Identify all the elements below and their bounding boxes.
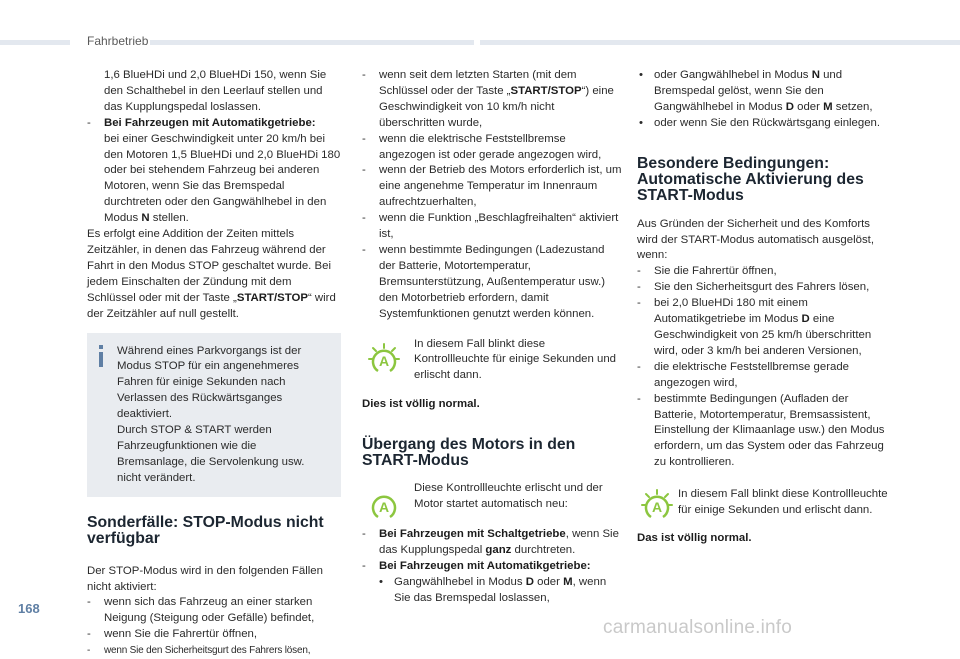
- column-2: [362, 68, 622, 607]
- dash-marker: -: [87, 116, 91, 129]
- list-item-text: bei 2,0 BlueHDi 180 mit einem Automatikgetriebe im Modus: [654, 297, 808, 326]
- dash-marker: -: [362, 212, 366, 225]
- list-item-text: wenn bestimmte Bedingungen (Ladezustand der Batterie, Motortemperatur, Bremsunterstützung, Außentemperatur usw.) den Motorbetrieb erfordern, damit Systemfunktionen genutzt werden können.: [379, 243, 606, 320]
- bullet-text: und Bremspedal gelöst, wenn Sie den Gangwählhebel in Modus: [654, 69, 843, 113]
- info-icon: [96, 345, 106, 367]
- automatic-text-end: stellen.: [149, 212, 189, 225]
- automatic-heading: Bei Fahrzeugen mit Automatikgetriebe:: [104, 116, 316, 129]
- dash-marker: -: [362, 69, 366, 81]
- dash-marker: -: [637, 281, 641, 294]
- normal-note-text: Dies ist völlig normal.: [362, 397, 480, 410]
- info-text-1: Während eines Parkvorgangs ist der Modus STOP für ein angenehmeres Fahren für einige Sekunden nach Verlassen des Rückwärtsganges deaktiviert.: [117, 344, 302, 421]
- list-item-text-end: eine Geschwindigkeit von 25 km/h überschritten wird, oder 3 km/h bei anderen Versionen,: [654, 313, 872, 357]
- normal-note-2: [637, 531, 892, 547]
- lamp-text-2: Diese Kontrollleuchte erlischt und der Motor startet automatisch neu:: [414, 482, 603, 511]
- besondere-intro: Aus Gründen der Sicherheit und des Komforts wird der START-Modus automatisch ausgelöst, wenn:: [637, 217, 874, 262]
- heading-besondere: Besondere Bedingungen: Automatische Aktivierung des START-Modus: [637, 154, 864, 204]
- list-item-text: wenn die Funktion „Beschlagfreihalten“ aktiviert ist,: [379, 212, 619, 241]
- list-item-text: wenn seit dem letzten Starten (mit dem Schlüssel oder der Taste „: [379, 69, 577, 97]
- start-stop-label: START/STOP: [236, 291, 308, 304]
- mode-m: M: [823, 100, 833, 113]
- svg-text:A: A: [378, 499, 390, 516]
- list-item-text: wenn sich das Fahrzeug an einer starken Neigung (Steigung oder Gefälle) befindet,: [104, 596, 315, 625]
- automatic-text: bei einer Geschwindigkeit unter 20 km/h bei den Motoren 1,5 BlueHDi und 2,0 BlueHDi 180 oder bei stehendem Fahrzeug bei anderen Motoren, wenn Sie das Bremspedal durchtreten oder den Gangwählhebel in den Modus: [104, 132, 341, 225]
- bullet-text: Gangwählhebel in Modus: [394, 576, 526, 589]
- paragraph-timer: [87, 227, 342, 322]
- paragraph-manual-gearbox-cont: 1,6 BlueHDi und 2,0 BlueHDi 150, wenn Sie den Schalthebel in den Leerlauf stellen und das Kupplungspedal loslassen.: [104, 69, 327, 113]
- dash-marker: -: [362, 528, 366, 541]
- watermark: carmanualsonline.info: [603, 617, 793, 638]
- manual-emphasis: ganz: [485, 544, 512, 557]
- lamp-note-2: [362, 481, 622, 521]
- svg-text:A: A: [651, 499, 663, 516]
- dash-marker: -: [362, 560, 366, 573]
- bullet-marker: •: [639, 116, 643, 129]
- dash-marker: -: [637, 392, 641, 405]
- mode-m: M: [563, 576, 573, 589]
- automatic-heading: Bei Fahrzeugen mit Automatikgetriebe:: [379, 560, 591, 573]
- list-item-text: wenn Sie die Fahrertür öffnen,: [104, 628, 258, 641]
- list-item-text: Sie die Fahrertür öffnen,: [654, 265, 777, 278]
- manual-text: , wenn Sie das Kupplungspedal: [379, 528, 619, 557]
- list-item: [87, 595, 342, 627]
- heading-sonderfaelle: Sonderfälle: STOP-Modus nicht verfügbar: [87, 513, 324, 547]
- timer-text: Es erfolgt eine Addition der Zeiten mittels Zeitzähler, in denen das Fahrzeug während der Fahrt in den Modus STOP geschaltet wurde. Bei jedem Einschalten der Zündung mit dem Schlüssel oder mit der Taste „: [87, 228, 331, 304]
- header-bar-far: [480, 40, 960, 45]
- svg-text:A: A: [378, 352, 390, 369]
- bullet-text-end: setzen,: [832, 100, 873, 113]
- header-bar-right: [150, 40, 474, 45]
- list-item: [637, 280, 892, 296]
- list-item-automatic: [362, 559, 622, 575]
- list-item-text-end: “) eine Geschwindigkeit von 10 km/h nicht überschritten wurde,: [379, 84, 614, 129]
- lamp-note-1: [362, 337, 622, 391]
- list-item: [637, 296, 892, 360]
- bullet-item: [637, 116, 892, 132]
- column-3: [637, 68, 892, 547]
- bullet-text: oder: [793, 100, 824, 113]
- lamp-text-1: In diesem Fall blinkt diese Kontrollleuchte für einige Sekunden und erlischt dann.: [414, 337, 617, 382]
- start-stop-warning-lamp-icon: [368, 343, 400, 375]
- lamp-text-3: In diesem Fall blinkt diese Kontrollleuchte für einige Sekunden und erlischt dann.: [678, 488, 888, 517]
- mode-d: D: [801, 313, 810, 326]
- list-item-text: wenn der Betrieb des Motors erforderlich ist, um eine angenehme Temperatur im Innenraum aufrechtzuerhalten,: [379, 164, 622, 209]
- info-text-2: Durch STOP & START werden Fahrzeugfunktionen wie die Bremsanlage, die Servolenkung usw. nicht verändert.: [117, 424, 305, 484]
- mode-n: N: [811, 69, 820, 81]
- page-header-title: Fahrbetrieb: [87, 34, 149, 48]
- list-item: [362, 211, 622, 243]
- dash-marker: -: [362, 132, 366, 145]
- list-item: [87, 627, 342, 643]
- dash-marker: -: [362, 164, 366, 177]
- list-item: [637, 360, 892, 392]
- dash-marker: -: [87, 645, 91, 657]
- manual-heading: Bei Fahrzeugen mit Schaltgetriebe: [379, 528, 566, 541]
- column-1: [87, 68, 342, 659]
- start-stop-label: START/STOP: [510, 84, 582, 97]
- manual-text-end: durchtreten.: [511, 544, 576, 557]
- list-item-manual: [362, 527, 622, 559]
- dash-marker: -: [637, 297, 641, 310]
- dash-marker: -: [637, 265, 641, 278]
- list-item: [637, 392, 892, 472]
- list-item: [637, 264, 892, 280]
- dash-marker: -: [362, 243, 366, 256]
- list-item-text: wenn Sie den Sicherheitsgurt des Fahrers lösen,: [104, 645, 311, 657]
- bullet-text-end: , wenn Sie das Bremspedal loslassen,: [394, 576, 607, 605]
- bullet-marker: •: [639, 69, 643, 81]
- header-bar-left: [0, 40, 70, 45]
- start-stop-lamp-icon: [368, 489, 400, 521]
- dash-marker: -: [87, 596, 91, 609]
- mode-n: N: [141, 212, 150, 225]
- list-item: [362, 243, 622, 323]
- dash-marker: -: [87, 628, 91, 641]
- info-box: [87, 333, 341, 497]
- list-item-text: die elektrische Feststellbremse gerade angezogen wird,: [654, 360, 849, 389]
- list-item: [362, 163, 622, 211]
- sonder-intro: Der STOP-Modus wird in den folgenden Fällen nicht aktiviert:: [87, 564, 323, 593]
- mode-d: D: [525, 576, 534, 589]
- start-stop-warning-lamp-icon: [641, 489, 673, 521]
- list-item-text: Sie den Sicherheitsgurt des Fahrers lösen,: [654, 281, 870, 294]
- bullet-marker: •: [379, 576, 383, 589]
- bullet-text: oder wenn Sie den Rückwärtsgang einlegen.: [654, 116, 881, 129]
- timer-text-end: “ wird der Zeitzähler auf null gestellt.: [87, 291, 336, 320]
- list-item: [362, 132, 622, 164]
- heading-uebergang: Übergang des Motors in den START-Modus: [362, 436, 576, 470]
- list-item: [362, 68, 622, 132]
- list-item-automatic: [87, 116, 342, 227]
- list-item: [87, 643, 342, 659]
- mode-d: D: [785, 100, 794, 113]
- bullet-item: [362, 575, 622, 607]
- page-number: 168: [18, 601, 40, 616]
- bullet-item: [637, 68, 892, 116]
- lamp-note-3: [637, 487, 892, 531]
- normal-note-text: Das ist völlig normal.: [637, 532, 752, 545]
- list-item-text: wenn die elektrische Feststellbremse angezogen ist oder gerade angezogen wird,: [379, 132, 602, 161]
- bullet-text: oder: [533, 576, 564, 589]
- normal-note-1: [362, 397, 622, 413]
- dash-marker: -: [637, 360, 641, 373]
- bullet-text: oder Gangwählhebel in Modus: [654, 69, 812, 81]
- list-item-text: bestimmte Bedingungen (Aufladen der Batterie, Motortemperatur, Bremsassistent, Einstellung der Klimaanlage usw.) den Modus erfordern, um das System oder das Fahrzeug zu kontrollieren.: [654, 392, 885, 469]
